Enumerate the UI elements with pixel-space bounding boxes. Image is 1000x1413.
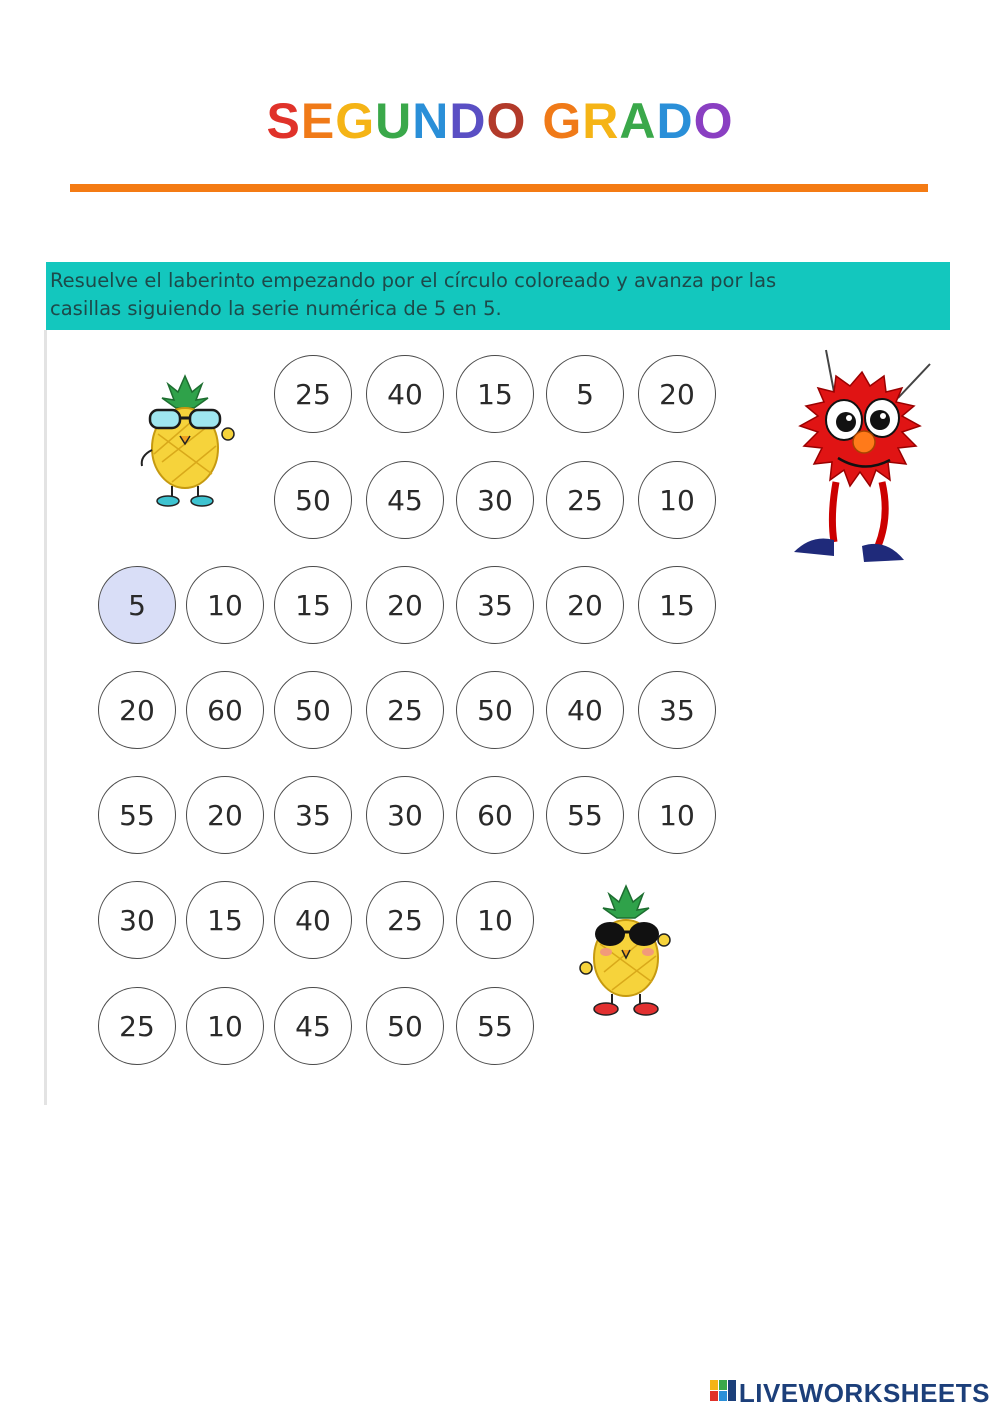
maze-cell[interactable]: 15 <box>274 566 352 644</box>
maze-cell[interactable]: 10 <box>186 987 264 1065</box>
maze-cell[interactable]: 25 <box>274 355 352 433</box>
maze-cell[interactable]: 40 <box>366 355 444 433</box>
title-letter: N <box>412 93 450 149</box>
maze-cell[interactable]: 50 <box>274 671 352 749</box>
maze-cell[interactable]: 10 <box>456 881 534 959</box>
maze-cell[interactable]: 45 <box>274 987 352 1065</box>
title-underline <box>70 184 928 192</box>
maze-cell[interactable]: 55 <box>456 987 534 1065</box>
maze-cell[interactable]: 55 <box>546 776 624 854</box>
liveworksheets-logo-icon <box>710 1380 736 1406</box>
maze-cell[interactable]: 35 <box>638 671 716 749</box>
maze-cell[interactable]: 10 <box>186 566 264 644</box>
maze-cell[interactable]: 20 <box>366 566 444 644</box>
liveworksheets-brand <box>710 1378 990 1408</box>
maze-cell[interactable]: 50 <box>366 987 444 1065</box>
title-letter: G <box>335 93 376 149</box>
maze-cell[interactable]: 35 <box>274 776 352 854</box>
maze-cell[interactable]: 15 <box>186 881 264 959</box>
maze-cell[interactable]: 30 <box>366 776 444 854</box>
title-letter: A <box>619 93 657 149</box>
title-letter: R <box>582 93 620 149</box>
title-letter: D <box>449 93 487 149</box>
brand-name: LIVEWORKSHEETS <box>738 1377 990 1408</box>
maze-cell[interactable]: 40 <box>546 671 624 749</box>
maze-cell[interactable]: 30 <box>98 881 176 959</box>
pineapple-character-top <box>132 370 238 510</box>
maze-cell[interactable]: 5 <box>546 355 624 433</box>
maze-cell[interactable]: 60 <box>456 776 534 854</box>
title-letter: U <box>375 93 413 149</box>
title-letter <box>526 92 542 150</box>
maze-cell[interactable]: 10 <box>638 461 716 539</box>
title-letter: O <box>486 93 527 149</box>
maze-cell[interactable]: 20 <box>98 671 176 749</box>
left-margin-line <box>44 330 47 1105</box>
instructions-banner <box>46 262 950 330</box>
maze-cell[interactable]: 10 <box>638 776 716 854</box>
page-title <box>0 92 1000 150</box>
maze-cell[interactable]: 25 <box>98 987 176 1065</box>
title-letter: G <box>542 93 583 149</box>
maze-cell[interactable]: 30 <box>456 461 534 539</box>
maze-cell[interactable]: 25 <box>366 881 444 959</box>
title-letter: E <box>300 93 336 149</box>
instructions-line-1: Resuelve el laberinto empezando por el círculo coloreado y avanza por las <box>50 269 777 292</box>
maze-cell[interactable]: 35 <box>456 566 534 644</box>
maze-cell[interactable]: 5 <box>98 566 176 644</box>
title-letter: S <box>266 93 301 149</box>
pineapple-character-bottom <box>574 882 678 1018</box>
maze-cell[interactable]: 50 <box>456 671 534 749</box>
maze-cell[interactable]: 20 <box>186 776 264 854</box>
maze-cell[interactable]: 55 <box>98 776 176 854</box>
maze-cell[interactable]: 20 <box>546 566 624 644</box>
red-monster-character <box>786 346 938 576</box>
maze-cell[interactable]: 25 <box>546 461 624 539</box>
maze-cell[interactable]: 50 <box>274 461 352 539</box>
maze-cell[interactable]: 25 <box>366 671 444 749</box>
title-letter: D <box>656 93 694 149</box>
maze-cell[interactable]: 20 <box>638 355 716 433</box>
maze-cell[interactable]: 40 <box>274 881 352 959</box>
maze-cell[interactable]: 60 <box>186 671 264 749</box>
maze-cell[interactable]: 15 <box>456 355 534 433</box>
instructions-line-2: casillas siguiendo la serie numérica de 5 en 5. <box>50 297 502 320</box>
maze-cell[interactable]: 45 <box>366 461 444 539</box>
maze-cell[interactable]: 15 <box>638 566 716 644</box>
title-letter: O <box>693 93 734 149</box>
